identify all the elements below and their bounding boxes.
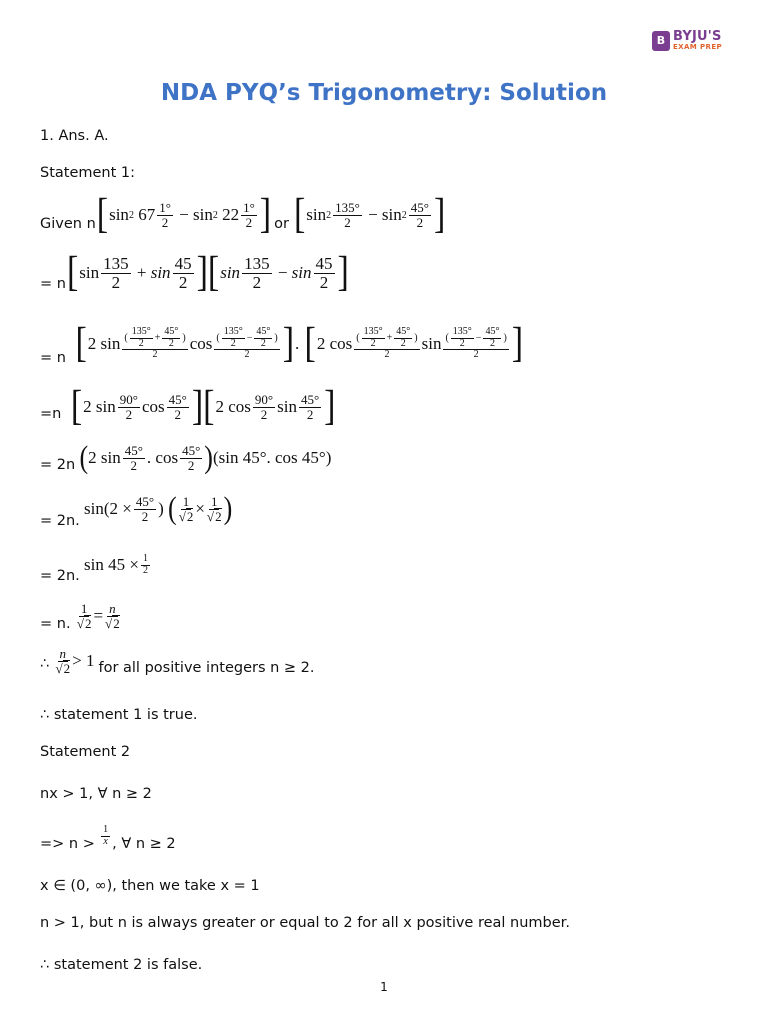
equation-step-6 bbox=[40, 552, 152, 584]
step7-expression: $\frac{1}{√2}$ = $\frac{n}{√2}$ bbox=[76, 600, 120, 631]
equation-step-7 bbox=[40, 600, 122, 632]
implies-suffix: , ∀ n ≥ 2 bbox=[112, 836, 176, 852]
equation-step-4 bbox=[40, 440, 332, 475]
eq-2n-label: = 2n bbox=[40, 457, 76, 473]
equation-step-2 bbox=[40, 322, 524, 366]
statement1-conclusion bbox=[40, 707, 198, 723]
byjus-logo bbox=[652, 30, 722, 51]
step5-expression: sin(2 × $\frac{45^\circ}{2}$ ) ( $\frac{1}{√2}$ × $\frac{1}{√2}$ ) bbox=[79, 491, 233, 526]
statement1-true-text: ∴ statement 1 is true. bbox=[40, 707, 198, 723]
x-domain-line bbox=[40, 878, 260, 894]
step1-expression: [ sin $\frac{135}{2}$ + sin $\frac{45}{2}$ ][ sin $\frac{135}{2}$ − sin $\frac{45}{2}$ ] bbox=[66, 249, 349, 296]
eq-n-dot-label: = n. bbox=[40, 616, 71, 632]
n-greater-line bbox=[40, 915, 570, 931]
statement1-heading bbox=[40, 165, 135, 181]
page-number: 1 bbox=[380, 980, 388, 994]
equation-step-5 bbox=[40, 491, 233, 529]
statement1-label: Statement 1: bbox=[40, 165, 136, 181]
n-greater-text: n > 1, but n is always greater or equal to 2 for all x positive real number. bbox=[40, 915, 570, 931]
or-label: or bbox=[274, 216, 289, 232]
answer-text: 1. Ans. A. bbox=[40, 128, 109, 144]
eq-n-label: =n bbox=[40, 406, 62, 422]
logo-sub-text: EXAM PREP bbox=[673, 43, 723, 51]
x-domain-text: x ∈ (0, ∞), then we take x = 1 bbox=[40, 878, 260, 894]
statement2-label: Statement 2 bbox=[40, 744, 131, 760]
eq-2n-dot-label: = 2n. bbox=[40, 513, 80, 529]
statement2-conclusion bbox=[40, 957, 202, 973]
equation-given bbox=[40, 191, 446, 238]
eq-n-label: = n bbox=[40, 350, 66, 366]
step3-expression: [ 2 sin $\frac{90^\circ}{2}$ cos $\frac{45^\circ}{2}$ ][ 2 cos $\frac{90^\circ}{2}$ sin $\frac{45^\circ}{2}$ ] bbox=[62, 383, 336, 430]
equation-step-3 bbox=[40, 383, 337, 430]
given-alt-expression: [ sin 2 $\frac{135^\circ}{2}$ − sin 2 $\frac{45^\circ}{2}$ ] bbox=[293, 191, 446, 238]
statement2-implication bbox=[40, 820, 176, 852]
step2-expression: [ 2 sin ( $\frac{135^\circ}{2}$ + $\frac{45^\circ}{2}$ ) 2 cos ( $\frac{135^\circ}{2}$ − $\frac{45^\circ}{2}$ ) 2 ] . [ 2 cos ( $\frac{135^\circ}{2}$ + $\frac{45^\circ}{2}$ ) 2 sin ( $\frac{135^\circ}{2}$ − $\frac{45^\circ}{2}$ ) 2 ] bbox=[66, 320, 524, 367]
step6-expression: sin 45 × $\frac{1}{2}$ bbox=[79, 553, 148, 576]
statement2-false-text: ∴ statement 2 is false. bbox=[40, 957, 203, 973]
equation-step-1 bbox=[40, 249, 350, 296]
given-expression: [ sin 2 67 $\frac{1^\circ}{2}$ − sin 2 22 $\frac{1^\circ}{2}$ ] bbox=[96, 191, 272, 238]
byjus-logo-icon: B bbox=[652, 31, 670, 51]
eq-n-label: = n bbox=[40, 276, 66, 292]
step4-expression: ( 2 sin $\frac{45^\circ}{2}$ . cos $\frac{45^\circ}{2}$ ) (sin 45°. cos 45°) bbox=[79, 440, 332, 475]
statement2-heading bbox=[40, 744, 130, 760]
therefore-symbol: ∴ bbox=[40, 656, 50, 672]
inequality-expression: $\frac{n}{√2}$ > 1 bbox=[55, 645, 95, 676]
eq-2n-dot-label: = 2n. bbox=[40, 568, 80, 584]
statement2-condition bbox=[40, 786, 152, 802]
answer-line bbox=[40, 128, 109, 144]
given-label: Given n bbox=[40, 216, 96, 232]
nx-condition-text: nx > 1, ∀ n ≥ 2 bbox=[40, 786, 152, 802]
positive-integers-text: for all positive integers n ≥ 2. bbox=[98, 660, 315, 676]
logo-brand-text: BYJU'S bbox=[673, 29, 722, 44]
conclusion-inequality bbox=[40, 645, 315, 676]
page-title: NDA PYQ’s Trigonometry: Solution bbox=[160, 80, 608, 106]
reciprocal-x: $\frac{1}{x}$ bbox=[103, 824, 109, 847]
implies-prefix: => n > bbox=[40, 836, 95, 852]
